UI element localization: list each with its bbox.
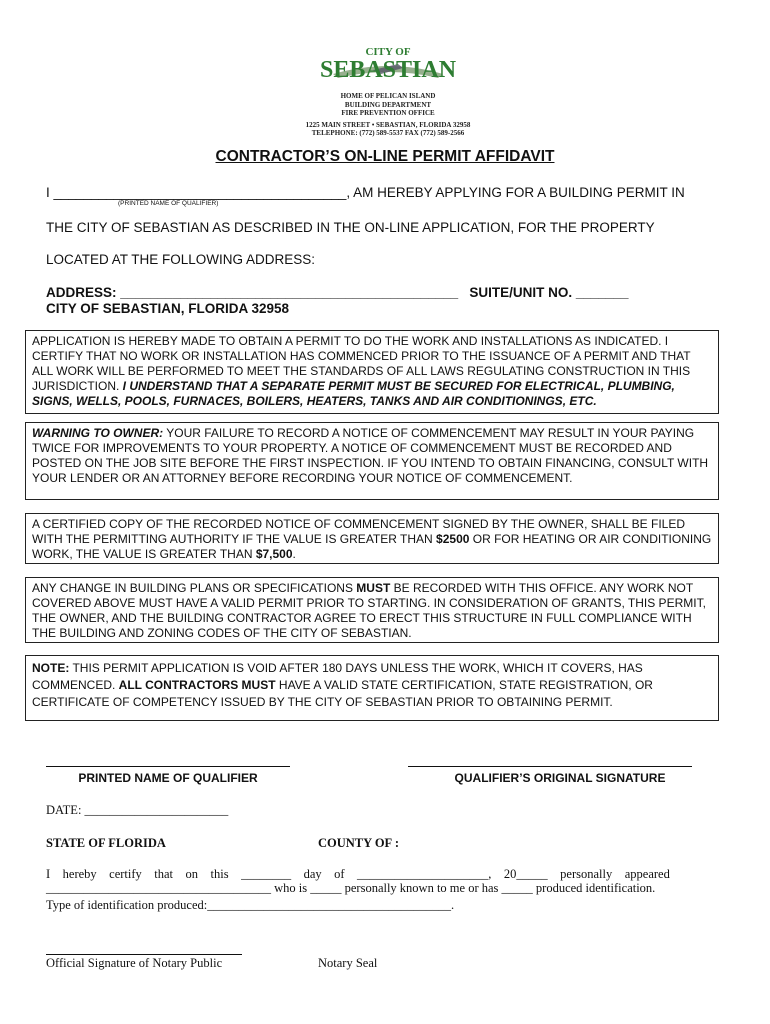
county-label: COUNTY OF : (318, 836, 400, 850)
sebastian-logo-icon (303, 44, 473, 88)
contractors-must: ALL CONTRACTORS MUST (118, 678, 276, 692)
separate-permit-notice: I UNDERSTAND THAT A SEPARATE PERMIT MUST BE SECURED FOR ELECTRICAL, PLUMBING, SIGNS, WELLS, POOLS, FURNACES, BOILERS, HEATERS, TANKS AND AIR CONDITIONINGS, ETC. (32, 379, 675, 408)
certification-box (25, 330, 719, 414)
qualifier-caption: (PRINTED NAME OF QUALIFIER) (118, 200, 219, 207)
qualifier-signature-label: QUALIFIER’S ORIGINAL SIGNATURE (454, 771, 666, 785)
suite-label: SUITE/UNIT NO. _______ (469, 285, 629, 300)
note-text-a: THIS PERMIT APPLICATION IS VOID AFTER 180 DAYS UNLESS THE WORK, WHICH IT COVERS, HAS COMMENCED. (32, 661, 643, 692)
certified-copy-text-a: A CERTIFIED COPY OF THE RECORDED NOTICE OF COMMENCEMENT SIGNED BY THE OWNER, SHALL BE FILED WITH THE PERMITTING AUTHORITY IF THE VALUE IS GREATER THAN (32, 517, 685, 546)
logo-city-name: SEBASTIAN (319, 57, 457, 83)
warning-label: WARNING TO OWNER: (32, 426, 164, 440)
logo-phones: TELEPHONE: (772) 589-5537 FAX (772) 589-2566 (311, 129, 465, 137)
note-label: NOTE: (32, 661, 70, 675)
amount-7500: $7,500 (255, 547, 293, 561)
intro-i: I (46, 185, 50, 200)
certified-copy-box (25, 513, 719, 564)
logo-city-of: CITY OF (365, 46, 411, 58)
address-label: ADDRESS: _____________________________________________ (46, 285, 459, 300)
intro-line-3: LOCATED AT THE FOLLOWING ADDRESS: (46, 252, 316, 267)
address-field[interactable] (46, 285, 628, 300)
logo-department: BUILDING DEPARTMENT (344, 100, 432, 109)
amount-2500: $2500 (436, 532, 470, 546)
warning-box (25, 422, 719, 500)
notary-seal-label: Notary Seal (318, 956, 378, 970)
certify-line: I hereby certify that on this ________ day of _____________________, 20_____ personally appeared (46, 867, 670, 881)
changes-text-b: BE RECORDED WITH THIS OFFICE. ANY WORK NOT COVERED ABOVE MUST HAVE A VALID PERMIT PRIOR TO STARTING. IN CONSIDERATION OF GRANTS, THIS PERMIT, THE OWNER, AND THE BUILDING CONTRACTOR AGREE TO ERECT THIS STRUCTURE IN FULL COMPLIANCE WITH THE BUILDING AND ZONING CODES OF THE CITY OF SEBASTIAN. (32, 581, 706, 640)
printed-name-line[interactable] (46, 766, 290, 767)
changes-box (25, 577, 719, 643)
intro-line-2: THE CITY OF SEBASTIAN AS DESCRIBED IN THE ON-LINE APPLICATION, FOR THE PROPERTY (46, 220, 655, 235)
notary-signature-line[interactable] (46, 954, 242, 955)
changes-text-a: ANY CHANGE IN BUILDING PLANS OR SPECIFICATIONS (32, 581, 357, 595)
notary-signature-label: Official Signature of Notary Public (46, 956, 223, 970)
identification-line[interactable]: Type of identification produced:_______________________________________. (46, 898, 455, 912)
qualifier-signature-line[interactable] (408, 766, 692, 767)
certification-text: APPLICATION IS HEREBY MADE TO OBTAIN A PERMIT TO DO THE WORK AND INSTALLATIONS AS INDICATED. I CERTIFY THAT NO WORK OR INSTALLATION HAS COMMENCED PRIOR TO THE ISSUANCE OF A PERMIT AND THAT ALL WORK WILL BE PERFORMED TO MEET THE STANDARDS OF ALL LAWS REGULATING CONSTRUCTION IN THIS JURISDICTION. (32, 334, 691, 393)
qualifier-name-blank[interactable]: _______________________________________ (53, 185, 347, 200)
date-field[interactable]: DATE: _______________________ (46, 803, 229, 817)
city-line: CITY OF SEBASTIAN, FLORIDA 32958 (46, 301, 290, 316)
city-logo (278, 44, 498, 137)
logo-office: FIRE PREVENTION OFFICE (341, 109, 435, 117)
note-box (25, 655, 719, 721)
appeared-line: ____________________________________ who is _____ personally known to me or has _____ produced identification. (46, 881, 656, 895)
intro-line-1 (46, 185, 736, 200)
intro-applying: , AM HEREBY APPLYING FOR A BUILDING PERMIT IN (346, 185, 685, 200)
logo-address: 1225 MAIN STREET • SEBASTIAN, FLORIDA 32958 (305, 120, 471, 129)
page-title: CONTRACTOR’S ON-LINE PERMIT AFFIDAVIT (215, 148, 555, 165)
warning-text: YOUR FAILURE TO RECORD A NOTICE OF COMMENCEMENT MAY RESULT IN YOUR PAYING TWICE FOR IMPROVEMENTS TO YOUR PROPERTY. A NOTICE OF COMMENCEMENT MUST BE RECORDED AND POSTED ON THE JOB SITE BEFORE THE FIRST INSPECTION. IF YOU INTEND TO OBTAIN FINANCING, CONSULT WITH YOUR LENDER OR AN ATTORNEY BEFORE RECORDING YOUR NOTICE OF COMMENCEMENT. (32, 426, 709, 485)
must-emphasis: MUST (356, 581, 391, 595)
logo-tagline: HOME OF PELICAN ISLAND (340, 92, 436, 100)
certified-copy-text-c: . (292, 547, 296, 561)
state-label: STATE OF FLORIDA (46, 836, 166, 850)
certified-copy-text-b: OR FOR HEATING OR AIR CONDITIONING WORK, THE VALUE IS GREATER THAN (32, 532, 712, 561)
printed-name-label: PRINTED NAME OF QUALIFIER (78, 771, 258, 785)
note-text-b: HAVE A VALID STATE CERTIFICATION, STATE REGISTRATION, OR CERTIFICATE OF COMPETENCY ISSUED BY THE CITY OF SEBASTIAN PRIOR TO OBTAINING PERMIT. (32, 678, 653, 709)
